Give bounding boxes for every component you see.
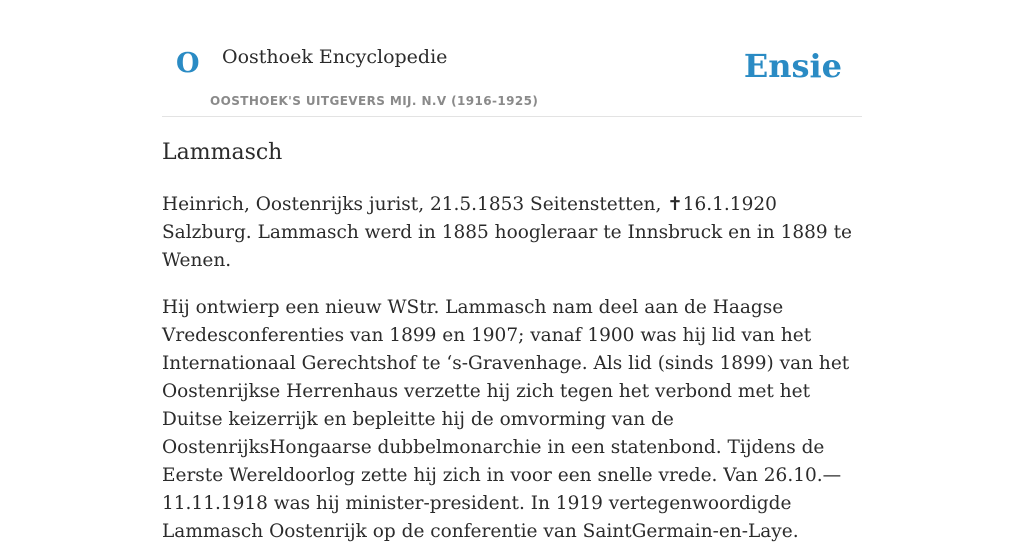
article-paragraph: Hij ontwierp een nieuw WStr. Lammasch nam deel aan de Haagse Vredesconferenties van 1899 en 1907; vanaf 1900 was hij lid van het Internationaal Gerechtshof te ‘s-Gravenhage. Als lid (sinds 1899) van het Oostenrijkse Herrenhaus verzette hij zich tegen het verbond met het Duitse keizerrijk en bepleitte hij de omvorming van de OostenrijksHongaarse dubbelmonarchie in een statenbond. Tijdens de Eerste Wereldoorlog zette hij zich in voor een snelle vrede. Van 26.10.—11.11.1918 was hij minister-president. In 1919 vertegenwoordigde Lammasch Oostenrijk op de conferentie van SaintGermain-en-Laye. (162, 296, 850, 542)
ensie-brand-link[interactable]: Ensie (743, 47, 842, 85)
article-body (162, 191, 862, 546)
site-header (162, 0, 862, 117)
article-title: Lammasch (162, 140, 283, 165)
encyclopedia-logo[interactable]: O (176, 48, 200, 79)
encyclopedia-title[interactable]: Oosthoek Encyclopedie (222, 46, 448, 68)
article (162, 138, 862, 546)
publisher-subtitle: OOSTHOEK'S UITGEVERS MIJ. N.V (1916-1925) (210, 94, 539, 108)
article-paragraph: Heinrich, Oostenrijks jurist, 21.5.1853 Seitenstetten, ✝16.1.1920 Salzburg. Lammasch werd in 1885 hoogleraar te Innsbruck en in 1889 te Wenen. (162, 193, 852, 271)
